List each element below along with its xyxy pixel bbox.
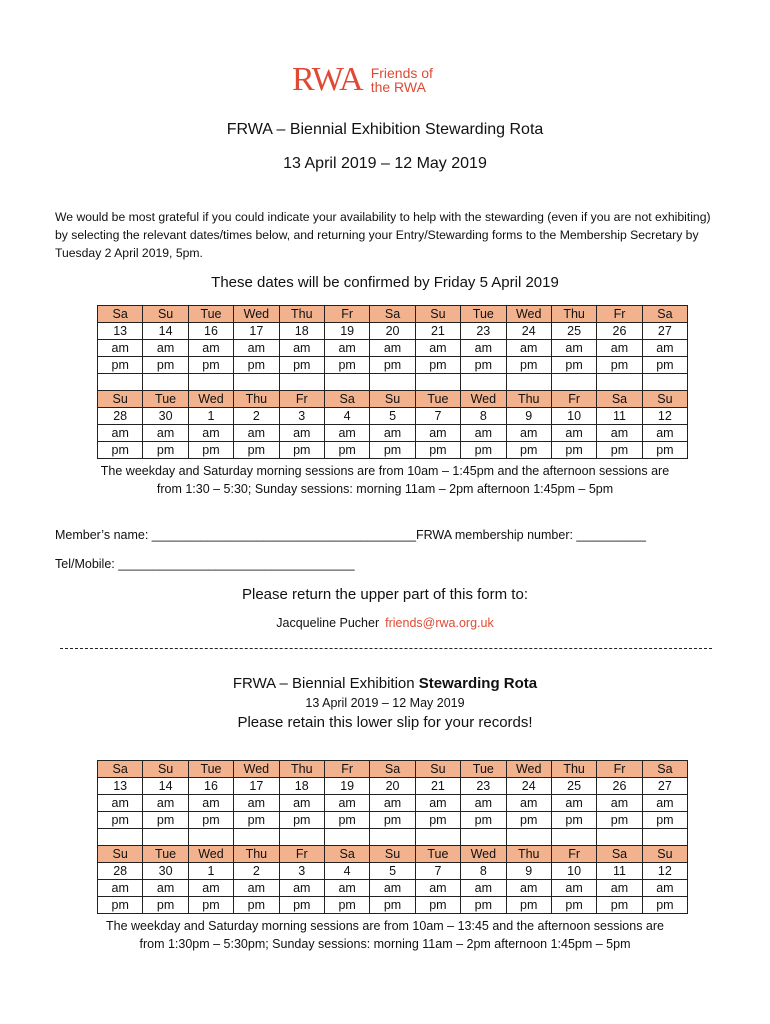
day-header-cell: Fr: [324, 761, 369, 778]
lower-sessions-line-1: The weekday and Saturday morning sessions are from 10am – 13:45 and the afternoon sessions are: [106, 919, 664, 933]
date-cell: 30: [143, 408, 188, 425]
spacer-cell: [324, 829, 369, 846]
spacer-cell: [98, 374, 143, 391]
confirm-note: These dates will be confirmed by Friday 5 April 2019: [211, 274, 559, 291]
am-slot-cell[interactable]: am: [143, 340, 188, 357]
day-header-cell: Fr: [597, 761, 642, 778]
pm-slot-cell[interactable]: pm: [143, 812, 188, 829]
pm-slot-cell[interactable]: pm: [234, 897, 279, 914]
date-cell: 30: [143, 863, 188, 880]
page-title: FRWA – Biennial Exhibition Stewarding Rota: [226, 121, 544, 138]
am-slot-cell[interactable]: am: [324, 425, 369, 442]
date-cell: 19: [324, 323, 369, 340]
rota-row-am: [98, 340, 688, 357]
am-slot-cell[interactable]: am: [415, 880, 460, 897]
spacer-cell: [143, 829, 188, 846]
pm-slot-cell[interactable]: pm: [415, 357, 460, 374]
am-slot-cell[interactable]: am: [324, 880, 369, 897]
date-cell: 11: [597, 863, 642, 880]
pm-slot-cell[interactable]: pm: [597, 357, 642, 374]
day-header-cell: Tue: [188, 761, 233, 778]
pm-slot-cell[interactable]: pm: [642, 897, 687, 914]
date-cell: 26: [597, 778, 642, 795]
am-slot-cell[interactable]: am: [98, 340, 143, 357]
spacer-cell: [370, 829, 415, 846]
rota-row-pm: [98, 357, 688, 374]
date-cell: 3: [279, 408, 324, 425]
date-cell: 26: [597, 323, 642, 340]
day-header-cell: Su: [98, 846, 143, 863]
day-header-cell: Sa: [597, 391, 642, 408]
date-cell: 21: [415, 323, 460, 340]
pm-slot-cell[interactable]: pm: [98, 897, 143, 914]
date-cell: 16: [188, 323, 233, 340]
am-slot-cell[interactable]: am: [461, 340, 506, 357]
cut-line-divider: [60, 648, 712, 649]
day-header-cell: Thu: [551, 306, 596, 323]
retain-note: Please retain this lower slip for your records!: [237, 714, 533, 731]
date-cell: 13: [98, 323, 143, 340]
lower-rota-table: [97, 760, 688, 914]
date-cell: 23: [461, 323, 506, 340]
day-header-cell: Su: [642, 391, 687, 408]
date-cell: 3: [279, 863, 324, 880]
spacer-cell: [551, 829, 596, 846]
am-slot-cell[interactable]: am: [324, 795, 369, 812]
logo-subtitle: [371, 66, 433, 94]
am-slot-cell[interactable]: am: [506, 340, 551, 357]
day-header-cell: Thu: [506, 391, 551, 408]
am-slot-cell[interactable]: am: [370, 795, 415, 812]
pm-slot-cell[interactable]: pm: [234, 812, 279, 829]
tel-mobile-field[interactable]: Tel/Mobile: __________________________________: [55, 557, 355, 571]
rota-row-am: [98, 425, 688, 442]
am-slot-cell[interactable]: am: [642, 880, 687, 897]
pm-slot-cell[interactable]: pm: [143, 897, 188, 914]
rota-row-dates: [98, 863, 688, 880]
date-cell: 12: [642, 863, 687, 880]
pm-slot-cell[interactable]: pm: [506, 357, 551, 374]
day-header-cell: Tue: [143, 846, 188, 863]
rota-row-am: [98, 880, 688, 897]
pm-slot-cell[interactable]: pm: [143, 442, 188, 459]
day-header-cell: Su: [143, 761, 188, 778]
rwa-logo: [292, 62, 433, 98]
am-slot-cell[interactable]: am: [143, 880, 188, 897]
am-slot-cell[interactable]: am: [279, 340, 324, 357]
rota-spacer-row: [98, 829, 688, 846]
pm-slot-cell[interactable]: pm: [234, 442, 279, 459]
day-header-cell: Thu: [506, 846, 551, 863]
intro-paragraph: We would be most grateful if you could indicate your availability to help with the stewarding (even if you are not exhibiting) by selecting the relevant dates/times below, and returning your Entry/Stewarding forms to the Membership Secretary by Tuesday 2 April 2019, 5pm.: [55, 210, 711, 260]
day-header-cell: Sa: [642, 761, 687, 778]
day-header-cell: Fr: [324, 306, 369, 323]
pm-slot-cell[interactable]: pm: [506, 442, 551, 459]
day-header-cell: Wed: [188, 846, 233, 863]
date-cell: 12: [642, 408, 687, 425]
date-cell: 10: [551, 408, 596, 425]
date-cell: 18: [279, 323, 324, 340]
day-header-cell: Thu: [234, 846, 279, 863]
date-cell: 10: [551, 863, 596, 880]
date-cell: 1: [188, 863, 233, 880]
spacer-cell: [324, 374, 369, 391]
pm-slot-cell[interactable]: pm: [461, 442, 506, 459]
day-header-cell: Sa: [324, 846, 369, 863]
date-cell: 17: [234, 323, 279, 340]
pm-slot-cell[interactable]: pm: [279, 812, 324, 829]
am-slot-cell[interactable]: am: [506, 425, 551, 442]
pm-slot-cell[interactable]: pm: [642, 442, 687, 459]
pm-slot-cell[interactable]: pm: [597, 897, 642, 914]
pm-slot-cell[interactable]: pm: [324, 897, 369, 914]
spacer-cell: [370, 374, 415, 391]
am-slot-cell[interactable]: am: [551, 880, 596, 897]
spacer-cell: [279, 829, 324, 846]
date-cell: 24: [506, 323, 551, 340]
spacer-cell: [415, 829, 460, 846]
lower-week1: [98, 761, 688, 846]
pm-slot-cell[interactable]: pm: [461, 357, 506, 374]
day-header-cell: Wed: [506, 306, 551, 323]
day-header-cell: Wed: [234, 306, 279, 323]
contact-email-link[interactable]: friends@rwa.org.uk: [385, 616, 494, 630]
rota-row-dates: [98, 778, 688, 795]
day-header-cell: Thu: [234, 391, 279, 408]
day-header-cell: Su: [415, 306, 460, 323]
day-header-cell: Wed: [234, 761, 279, 778]
pm-slot-cell[interactable]: pm: [642, 812, 687, 829]
date-cell: 24: [506, 778, 551, 795]
day-header-cell: Fr: [597, 306, 642, 323]
upper-sessions-line-2: from 1:30 – 5:30; Sunday sessions: morning 11am – 2pm afternoon 1:45pm – 5pm: [156, 482, 614, 496]
date-cell: 28: [98, 863, 143, 880]
day-header-cell: Fr: [551, 846, 596, 863]
contact-line: [0, 616, 770, 630]
am-slot-cell[interactable]: am: [324, 340, 369, 357]
am-slot-cell[interactable]: am: [188, 795, 233, 812]
day-header-cell: Sa: [324, 391, 369, 408]
pm-slot-cell[interactable]: pm: [551, 442, 596, 459]
date-cell: 9: [506, 408, 551, 425]
upper-rota-table: [97, 305, 688, 459]
date-cell: 21: [415, 778, 460, 795]
pm-slot-cell[interactable]: pm: [98, 357, 143, 374]
pm-slot-cell[interactable]: pm: [234, 357, 279, 374]
spacer-cell: [98, 829, 143, 846]
am-slot-cell[interactable]: am: [234, 340, 279, 357]
pm-slot-cell[interactable]: pm: [98, 812, 143, 829]
pm-slot-cell[interactable]: pm: [188, 812, 233, 829]
pm-slot-cell[interactable]: pm: [279, 357, 324, 374]
spacer-cell: [143, 374, 188, 391]
date-cell: 1: [188, 408, 233, 425]
date-cell: 11: [597, 408, 642, 425]
am-slot-cell[interactable]: am: [188, 425, 233, 442]
day-header-cell: Tue: [461, 306, 506, 323]
day-header-cell: Tue: [188, 306, 233, 323]
am-slot-cell[interactable]: am: [597, 795, 642, 812]
pm-slot-cell[interactable]: pm: [551, 357, 596, 374]
spacer-cell: [642, 829, 687, 846]
spacer-cell: [188, 829, 233, 846]
am-slot-cell[interactable]: am: [597, 425, 642, 442]
date-cell: 17: [234, 778, 279, 795]
date-cell: 14: [143, 778, 188, 795]
am-slot-cell[interactable]: am: [415, 795, 460, 812]
spacer-cell: [279, 374, 324, 391]
day-header-cell: Su: [98, 391, 143, 408]
rota-row-days: [98, 306, 688, 323]
day-header-cell: Thu: [551, 761, 596, 778]
rota-row-pm: [98, 442, 688, 459]
day-header-cell: Wed: [506, 761, 551, 778]
date-cell: 9: [506, 863, 551, 880]
day-header-cell: Wed: [461, 846, 506, 863]
date-cell: 13: [98, 778, 143, 795]
day-header-cell: Su: [370, 391, 415, 408]
am-slot-cell[interactable]: am: [415, 425, 460, 442]
am-slot-cell[interactable]: am: [279, 795, 324, 812]
date-cell: 25: [551, 778, 596, 795]
am-slot-cell[interactable]: am: [461, 795, 506, 812]
am-slot-cell[interactable]: am: [279, 880, 324, 897]
am-slot-cell[interactable]: am: [370, 880, 415, 897]
spacer-cell: [551, 374, 596, 391]
pm-slot-cell[interactable]: pm: [188, 357, 233, 374]
am-slot-cell[interactable]: am: [506, 880, 551, 897]
date-cell: 23: [461, 778, 506, 795]
pm-slot-cell[interactable]: pm: [461, 897, 506, 914]
day-header-cell: Tue: [143, 391, 188, 408]
day-header-cell: Tue: [415, 391, 460, 408]
date-cell: 8: [461, 408, 506, 425]
am-slot-cell[interactable]: am: [551, 425, 596, 442]
spacer-cell: [506, 374, 551, 391]
pm-slot-cell[interactable]: pm: [370, 442, 415, 459]
day-header-cell: Thu: [279, 761, 324, 778]
upper-sessions-line-1: The weekday and Saturday morning sessions are from 10am – 1:45pm and the afternoon sessions are: [100, 464, 670, 478]
logo-brand: RWA: [292, 61, 363, 98]
date-cell: 19: [324, 778, 369, 795]
date-cell: 20: [370, 323, 415, 340]
lower-title-prefix: FRWA – Biennial Exhibition: [232, 675, 419, 692]
day-header-cell: Sa: [370, 761, 415, 778]
day-header-cell: Tue: [461, 761, 506, 778]
rota-row-pm: [98, 897, 688, 914]
spacer-cell: [597, 374, 642, 391]
pm-slot-cell[interactable]: pm: [370, 357, 415, 374]
pm-slot-cell[interactable]: pm: [597, 812, 642, 829]
am-slot-cell[interactable]: am: [597, 880, 642, 897]
am-slot-cell[interactable]: am: [506, 795, 551, 812]
spacer-cell: [188, 374, 233, 391]
date-cell: 4: [324, 863, 369, 880]
am-slot-cell[interactable]: am: [143, 795, 188, 812]
date-cell: 16: [188, 778, 233, 795]
date-cell: 2: [234, 863, 279, 880]
pm-slot-cell[interactable]: pm: [597, 442, 642, 459]
date-cell: 4: [324, 408, 369, 425]
am-slot-cell[interactable]: am: [370, 425, 415, 442]
date-cell: 7: [415, 408, 460, 425]
logo-line-2: the RWA: [370, 79, 426, 95]
lower-week2: [98, 846, 688, 914]
member-name-field[interactable]: Member’s name: ______________________________________FRWA membership number: __________: [55, 528, 646, 542]
day-header-cell: Sa: [597, 846, 642, 863]
pm-slot-cell[interactable]: pm: [143, 357, 188, 374]
pm-slot-cell[interactable]: pm: [370, 897, 415, 914]
day-header-cell: Su: [415, 761, 460, 778]
pm-slot-cell[interactable]: pm: [279, 897, 324, 914]
am-slot-cell[interactable]: am: [188, 880, 233, 897]
logo-line-1: Friends of: [370, 65, 433, 81]
am-slot-cell[interactable]: am: [188, 340, 233, 357]
date-cell: 18: [279, 778, 324, 795]
rota-row-am: [98, 795, 688, 812]
day-header-cell: Sa: [98, 761, 143, 778]
pm-slot-cell[interactable]: pm: [415, 812, 460, 829]
am-slot-cell[interactable]: am: [461, 880, 506, 897]
pm-slot-cell[interactable]: pm: [506, 812, 551, 829]
pm-slot-cell[interactable]: pm: [506, 897, 551, 914]
spacer-cell: [234, 374, 279, 391]
day-header-cell: Wed: [461, 391, 506, 408]
return-title: Please return the upper part of this form to:: [242, 586, 528, 603]
spacer-cell: [461, 829, 506, 846]
spacer-cell: [461, 374, 506, 391]
date-cell: 28: [98, 408, 143, 425]
pm-slot-cell[interactable]: pm: [642, 357, 687, 374]
am-slot-cell[interactable]: am: [461, 425, 506, 442]
date-cell: 5: [370, 863, 415, 880]
exhibition-dates: 13 April 2019 – 12 May 2019: [283, 155, 487, 172]
day-header-cell: Su: [370, 846, 415, 863]
day-header-cell: Fr: [279, 846, 324, 863]
pm-slot-cell[interactable]: pm: [188, 897, 233, 914]
day-header-cell: Sa: [98, 306, 143, 323]
rota-row-dates: [98, 323, 688, 340]
date-cell: 7: [415, 863, 460, 880]
upper-week2: [98, 391, 688, 459]
am-slot-cell[interactable]: am: [234, 425, 279, 442]
pm-slot-cell[interactable]: pm: [461, 812, 506, 829]
spacer-cell: [642, 374, 687, 391]
pm-slot-cell[interactable]: pm: [551, 812, 596, 829]
spacer-cell: [506, 829, 551, 846]
day-header-cell: Su: [642, 846, 687, 863]
pm-slot-cell[interactable]: pm: [551, 897, 596, 914]
rota-spacer-row: [98, 374, 688, 391]
am-slot-cell[interactable]: am: [98, 425, 143, 442]
day-header-cell: Sa: [642, 306, 687, 323]
spacer-cell: [415, 374, 460, 391]
lower-title: [0, 675, 770, 692]
date-cell: 8: [461, 863, 506, 880]
am-slot-cell[interactable]: am: [551, 340, 596, 357]
lower-sessions-line-2: from 1:30pm – 5:30pm; Sunday sessions: morning 11am – 2pm afternoon 1:45pm – 5pm: [139, 937, 631, 951]
pm-slot-cell[interactable]: pm: [98, 442, 143, 459]
pm-slot-cell[interactable]: pm: [324, 357, 369, 374]
pm-slot-cell[interactable]: pm: [415, 897, 460, 914]
upper-week1: [98, 306, 688, 391]
am-slot-cell[interactable]: am: [642, 340, 687, 357]
rota-row-days: [98, 761, 688, 778]
pm-slot-cell[interactable]: pm: [370, 812, 415, 829]
day-header-cell: Thu: [279, 306, 324, 323]
day-header-cell: Wed: [188, 391, 233, 408]
spacer-cell: [597, 829, 642, 846]
am-slot-cell[interactable]: am: [279, 425, 324, 442]
date-cell: 27: [642, 323, 687, 340]
pm-slot-cell[interactable]: pm: [188, 442, 233, 459]
date-cell: 2: [234, 408, 279, 425]
pm-slot-cell[interactable]: pm: [279, 442, 324, 459]
contact-name: Jacqueline Pucher: [276, 616, 380, 630]
rota-row-dates: [98, 408, 688, 425]
lower-title-bold: Stewarding Rota: [418, 675, 538, 692]
date-cell: 27: [642, 778, 687, 795]
rota-row-days: [98, 846, 688, 863]
am-slot-cell[interactable]: am: [143, 425, 188, 442]
am-slot-cell[interactable]: am: [642, 425, 687, 442]
pm-slot-cell[interactable]: pm: [415, 442, 460, 459]
spacer-cell: [234, 829, 279, 846]
rota-row-pm: [98, 812, 688, 829]
day-header-cell: Sa: [370, 306, 415, 323]
am-slot-cell[interactable]: am: [98, 795, 143, 812]
am-slot-cell[interactable]: am: [551, 795, 596, 812]
pm-slot-cell[interactable]: pm: [324, 812, 369, 829]
date-cell: 5: [370, 408, 415, 425]
am-slot-cell[interactable]: am: [415, 340, 460, 357]
date-cell: 14: [143, 323, 188, 340]
am-slot-cell[interactable]: am: [370, 340, 415, 357]
day-header-cell: Fr: [551, 391, 596, 408]
am-slot-cell[interactable]: am: [642, 795, 687, 812]
pm-slot-cell[interactable]: pm: [324, 442, 369, 459]
day-header-cell: Tue: [415, 846, 460, 863]
lower-dates: 13 April 2019 – 12 May 2019: [305, 696, 465, 710]
am-slot-cell[interactable]: am: [234, 880, 279, 897]
am-slot-cell[interactable]: am: [597, 340, 642, 357]
day-header-cell: Su: [143, 306, 188, 323]
rota-row-days: [98, 391, 688, 408]
am-slot-cell[interactable]: am: [234, 795, 279, 812]
date-cell: 25: [551, 323, 596, 340]
day-header-cell: Fr: [279, 391, 324, 408]
date-cell: 20: [370, 778, 415, 795]
am-slot-cell[interactable]: am: [98, 880, 143, 897]
